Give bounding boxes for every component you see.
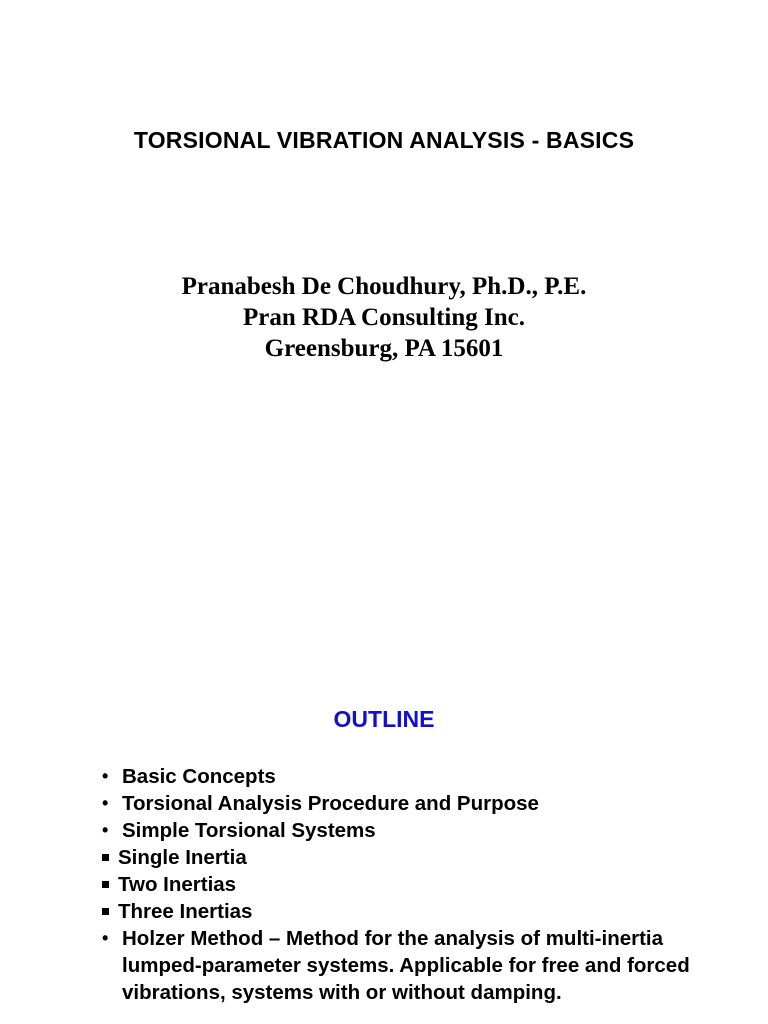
outline-subitem [102, 844, 702, 871]
author-block [0, 271, 768, 364]
outline-item-text: Simple Torsional Systems [122, 819, 376, 842]
outline-item-text: Holzer Method – Method for the analysis of multi-inertia lumped-parameter systems. Applicable for free and forced vibrations, systems with or without damping. [122, 927, 690, 1004]
outline-subitem [102, 898, 702, 925]
author-company: Pran RDA Consulting Inc. [243, 304, 525, 331]
outline-subitem [102, 871, 702, 898]
outline-heading: OUTLINE [333, 706, 435, 732]
bullet-icon: • [102, 820, 109, 840]
outline-item-text: Torsional Analysis Procedure and Purpose [122, 792, 539, 815]
author-name: Pranabesh De Choudhury, Ph.D., P.E. [181, 273, 587, 300]
square-bullet-icon [102, 844, 118, 871]
outline-item [102, 817, 702, 844]
bullet-icon: • [102, 766, 109, 786]
bullet-icon: • [102, 793, 109, 813]
square-bullet-icon [102, 871, 118, 898]
outline-item [102, 763, 702, 790]
outline-subitem-text: Three Inertias [118, 900, 253, 923]
outline-item-text: Basic Concepts [122, 765, 276, 788]
outline-list [102, 763, 702, 1006]
outline-subitem-text: Single Inertia [118, 846, 247, 869]
square-bullet-icon [102, 898, 118, 925]
author-location: Greensburg, PA 15601 [264, 335, 504, 362]
outline-subitem-text: Two Inertias [118, 873, 237, 896]
outline-item [102, 925, 702, 1006]
bullet-icon: • [102, 928, 109, 948]
outline-item [102, 790, 702, 817]
document-title: TORSIONAL VIBRATION ANALYSIS - BASICS [133, 127, 635, 153]
